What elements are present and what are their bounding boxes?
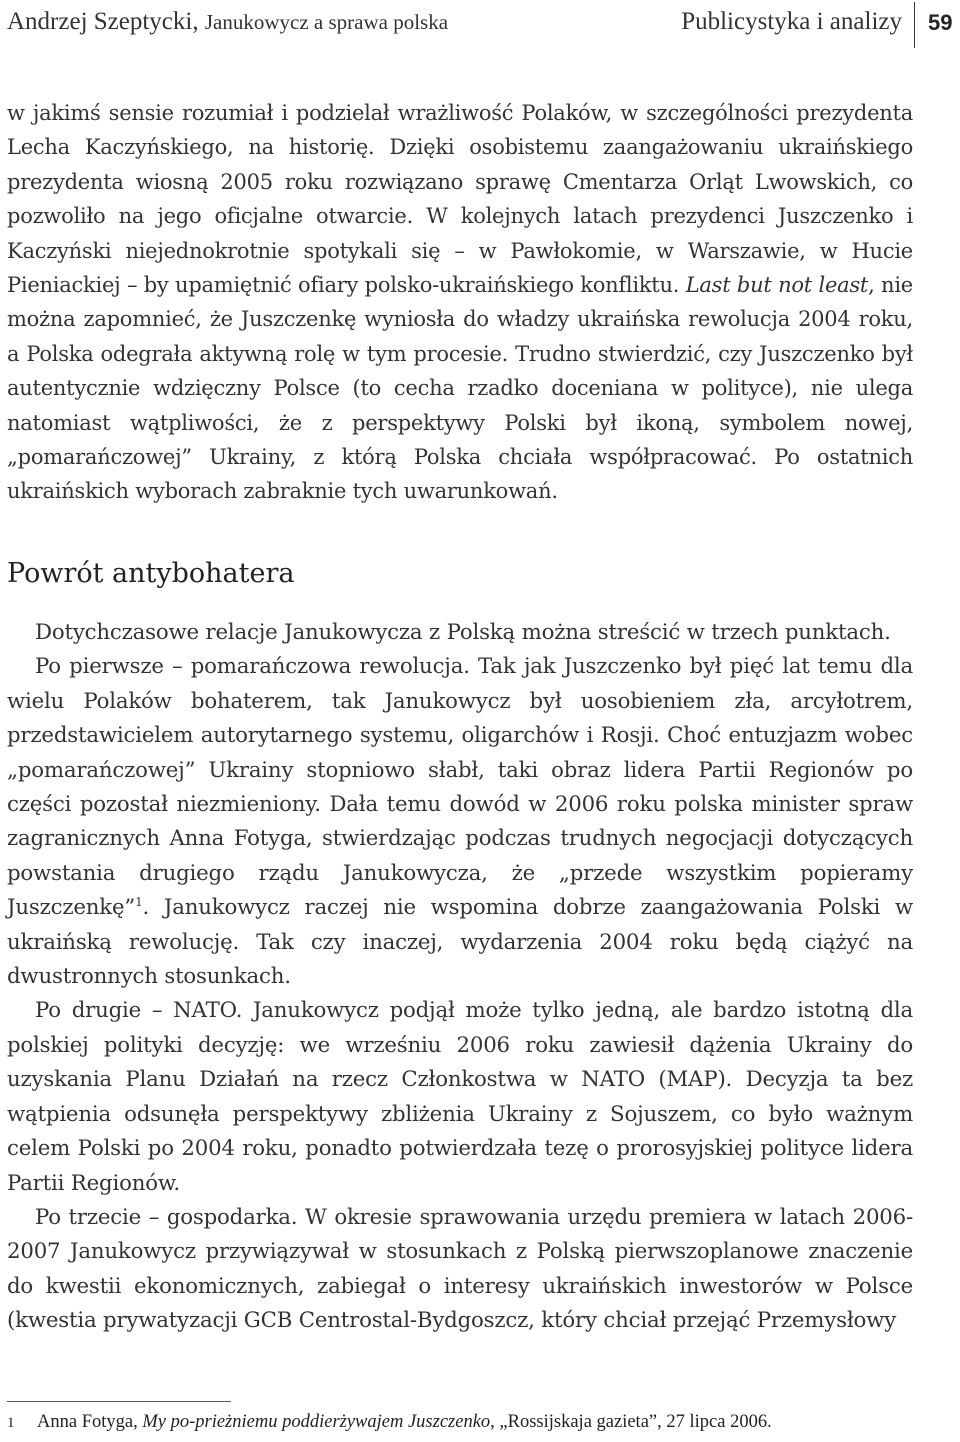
intro-paragraph: Dotychczasowe relacje Janukowycza z Polską można streścić w trzech punktach. — [35, 620, 891, 645]
author-name: Andrzej Szeptycki, — [7, 8, 199, 35]
paragraph1-text-a: w jakimś sensie rozumiał i podzielał wrażliwość Polaków, w szczególności prezydenta Lecha Kaczyńskiego, na historię. Dzięki osobistemu zaangażowaniu ukraińskiego prezydenta wiosną 2005 roku rozwiązano sprawę Cmentarza Orląt Lwowskich, co pozwoliło na jego oficjalne otwarcie. W kolejnych latach prezydenci Juszczenko i Kaczyński niejednokrotnie spotykali się — [7, 101, 913, 263]
footnote-title: My po-prieżniemu poddierżywajem Juszczenko — [142, 1412, 491, 1432]
footnote-reference[interactable]: 1 — [135, 895, 143, 910]
header-divider — [914, 2, 915, 48]
section-body — [7, 616, 913, 1339]
footnote-number: 1 — [7, 1415, 15, 1431]
page-number: 59 — [928, 10, 953, 35]
point-three-paragraph: Po trzecie – gospodarka. W okresie sprawowania urzędu premiera w latach 2006-2007 Janukowycz przywiązywał w stosunkach z Polską pierwszoplanowe znaczenie do kwestii ekonomicznych, zabiegał o interesy ukraińskich inwestorów w Polsce (kwestia prywatyzacji GCB Centrostal-Bydgoszcz, który chciał przejąć Przemysłowy — [7, 1204, 913, 1334]
paragraph1-italic-phrase: Last but not least — [685, 273, 869, 298]
point-one-text-b: . Janukowycz raczej nie wspomina dobrze zaangażowania Polski w ukraińską rewolucję. Tak czy inaczej, wydarzenia 2004 roku będą ciążyć na dwustronnych stosunkach. — [7, 895, 913, 990]
paragraph1-text-c: , nie można zapomnieć, że Juszczenkę wyniosła do władzy ukraińska rewolucja 2004 roku, a Polska odegrała aktywną rolę w tym procesie. Trudno stwierdzić, czy Juszczenko był autentycznie wdzięczny Polsce (to cecha rzadko doceniana w polityce), nie ulega natomiast wątpliwości, że z perspektywy Polski był ikoną, symbolem nowej, „pomarańczowej” Ukrainy, z którą Polska chciała współpracować. Po ostatnich ukraińskich wyborach zabraknie tych uwarunkowań. — [7, 273, 913, 504]
page-header — [0, 0, 960, 50]
point-one-paragraph — [7, 650, 913, 994]
footnote — [7, 1412, 772, 1433]
running-head-author-title — [7, 8, 448, 36]
section-heading: Powrót antybohatera — [7, 558, 295, 589]
point-two-paragraph: Po drugie – NATO. Janukowycz podjął może tylko jedną, ale bardzo istotną dla polskiej polityki decyzję: we wrześniu 2006 roku zawiesił dążenia Ukrainy do uzyskania Planu Działań na rzecz Członkostwa w NATO (MAP). Decyzja ta bez wątpienia odsunęła perspektywy zbliżenia Ukrainy z Sojuszem, co było ważnym celem Polski po 2004 roku, ponadto potwierdzała tezę o prorosyjskiej polityce lidera Partii Regionów. — [7, 998, 913, 1196]
footnote-author: Anna Fotyga, — [37, 1412, 143, 1432]
footnote-divider — [7, 1401, 231, 1402]
point-one-text-a: Po pierwsze – pomarańczowa rewolucja. Tak jak Juszczenko był pięć lat temu dla wielu Polaków bohaterem, tak Janukowycz był uosobieniem zła, arcyłotrem, przedstawicielem autorytarnego systemu, oligarchów i Rosji. Choć entuzjazm wobec „pomarańczowej” Ukrainy stopniowo słabł, taki obraz lidera Partii Regionów po części pozostał niezmieniony. Dała temu dowód w 2006 roku polska minister spraw zagranicznych Anna Fotyga, stwierdzając podczas trudnych negocjacji dotyczących powstania drugiego rządu Janukowycza, że „przede wszystkim popieramy Juszczenkę” — [7, 654, 913, 921]
footnote-source: , „Rossijskaja gazieta”, 27 lipca 2006. — [490, 1412, 772, 1432]
section-name: Publicystyka i analizy — [681, 8, 902, 35]
article-title: Janukowycz a sprawa polska — [204, 10, 449, 34]
opening-paragraph — [7, 96, 913, 509]
paragraph1-text-b: – w Pawłokomie, w Warszawie, w Hucie Pieniackiej – by upamiętnić ofiary polsko-ukraińskiego konfliktu. — [7, 238, 913, 298]
